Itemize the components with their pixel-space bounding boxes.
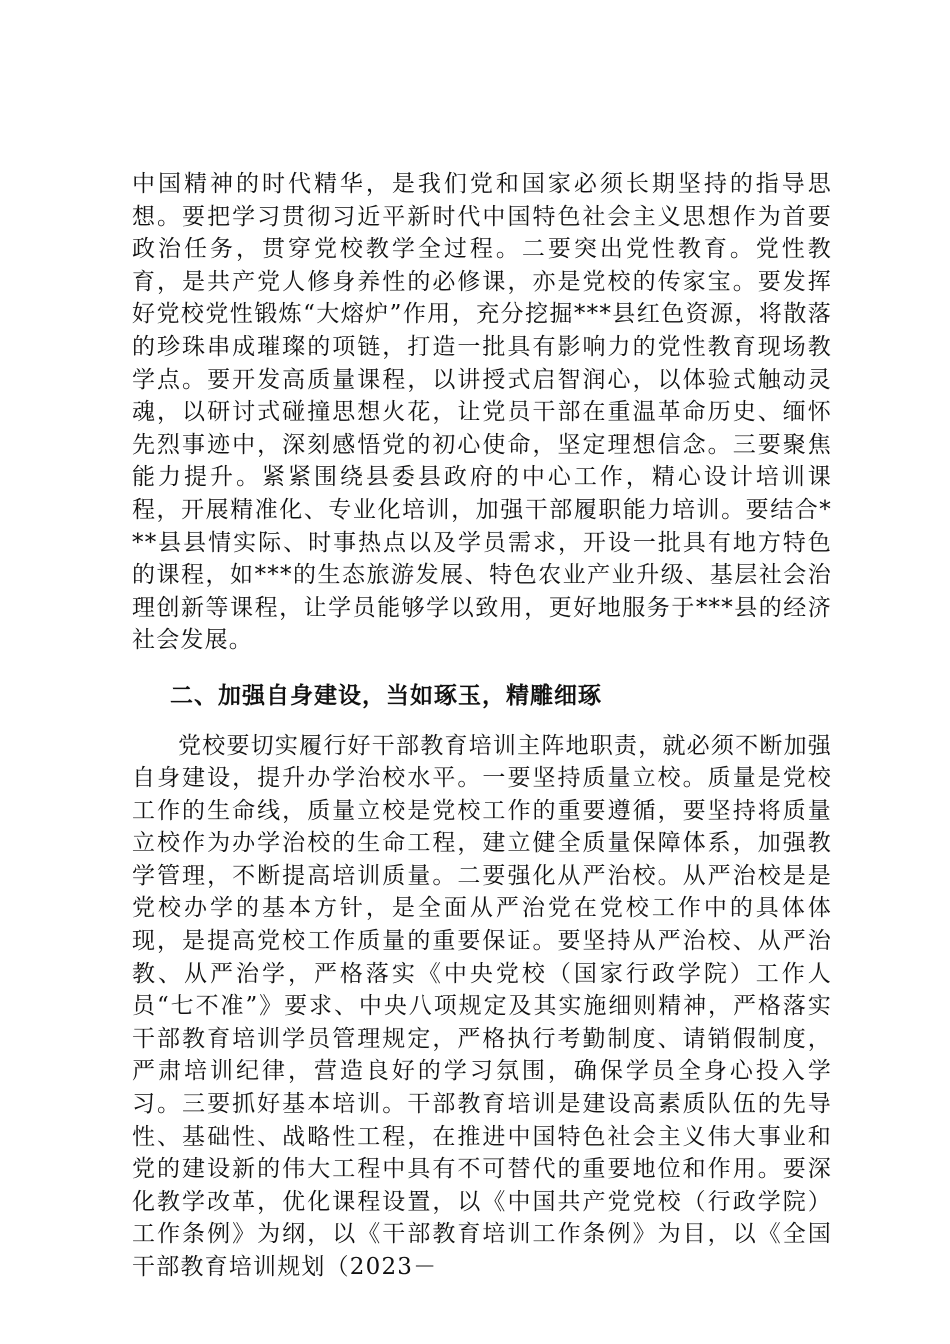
section-heading-2: 二、加强自身建设，当如琢玉，精雕细琢 (170, 682, 602, 709)
body-paragraph-2: 党校要切实履行好干部教育培训主阵地职责，就必须不断加强自身建设，提升办学治校水平。一要坚持质量立校。质量是党校工作的生命线，质量立校是党校工作的重要遵循，要坚持将质量立校作为办学治校的生命工程，建立健全质量保障体系，加强教学管理，不断提高培训质量。二要强化从严治校。从严治校是是党校办学的基本方针，是全面从严治党在党校工作中的具体体现，是提高党校工作质量的重要保证。要坚持从严治校、从严治教、从严治学，严格落实《中央党校（国家行政学院）工作人员“七不准”》要求、中央八项规定及其实施细则精神，严格落实干部教育培训学员管理规定，严格执行考勤制度、请销假制度，严肃培训纪律，营造良好的学习氛围，确保学员全身心投入学习。三要抓好基本培训。干部教育培训是建设高素质队伍的先导性、基础性、战略性工程，在推进中国特色社会主义伟大事业和党的建设新的伟大工程中具有不可替代的重要地位和作用。要深化教学改革，优化课程设置，以《中国共产党党校（行政学院）工作条例》为纲，以《干部教育培训工作条例》为目，以《全国干部教育培训规划（2023－ (132, 732, 832, 1280)
body-paragraph-1: 中国精神的时代精华，是我们党和国家必须长期坚持的指导思想。要把学习贯彻习近平新时代中国特色社会主义思想作为首要政治任务，贯穿党校教学全过程。二要突出党性教育。党性教育，是共产党人修身养性的必修课，亦是党校的传家宝。要发挥好党校党性锻炼“大熔炉”作用，充分挖掘***县红色资源，将散落的珍珠串成璀璨的项链，打造一批具有影响力的党性教育现场教学点。要开发高质量课程，以讲授式启智润心，以体验式触动灵魂，以研讨式碰撞思想火花，让党员干部在重温革命历史、缅怀先烈事迹中，深刻感悟党的初心使命，坚定理想信念。三要聚焦能力提升。紧紧围绕县委县政府的中心工作，精心设计培训课程，开展精准化、专业化培训，加强干部履职能力培训。要结合***县县情实际、时事热点以及学员需求，开设一批具有地方特色的课程，如***的生态旅游发展、特色农业产业升级、基层社会治理创新等课程，让学员能够学以致用，更好地服务于***县的经济社会发展。 (132, 171, 832, 654)
document-body (132, 168, 832, 1284)
